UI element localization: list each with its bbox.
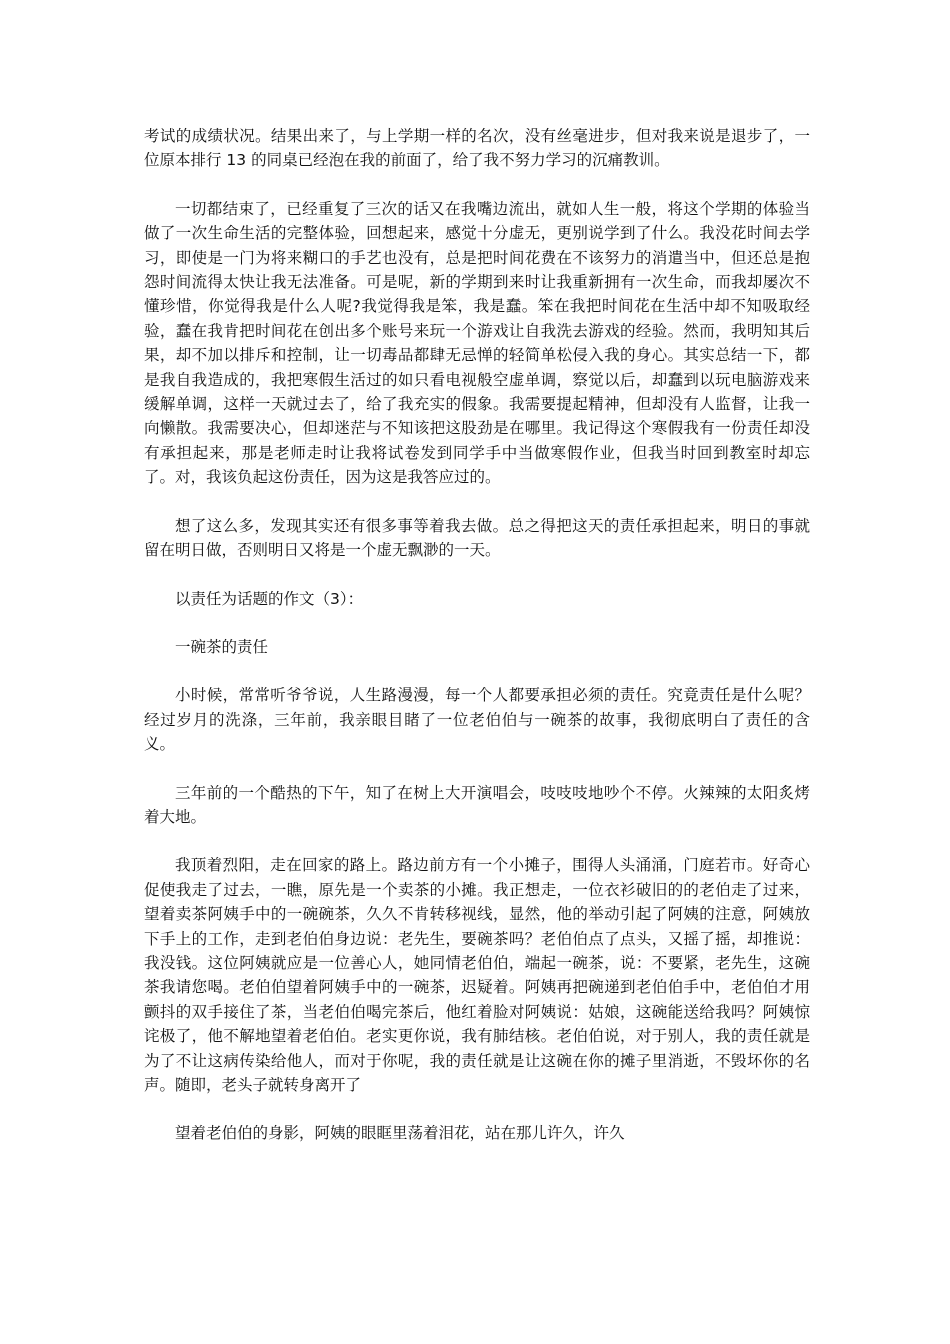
paragraph-reflection: 一切都结束了，已经重复了三次的话又在我嘴边流出，就如人生一般，将这个学期的体验当做了一次生命生活的完整体验，回想起来，感觉十分虚无，更别说学到了什么。我没花时间去学习，即使是一门为将来糊口的手艺也没有，总是把时间花费在不该努力的消遣当中，但还总是抱怨时间流得太快让我无法准备。可是呢，新的学期到来时让我重新拥有一次生命，而我却屡次不懂珍惜，你觉得我是什么人呢?我觉得我是笨，我是蠢。笨在我把时间花在生活中却不知吸取经验，蠢在我肯把时间花在创出多个账号来玩一个游戏让自我洗去游戏的经验。然而，我明知其后果，却不加以排斥和控制，让一切毒品都肆无忌惮的轻简单松侵入我的身心。其实总结一下，都是我自我造成的，我把寒假生活过的如只看电视般空虚单调，察觉以后，却蠢到以玩电脑游戏来缓解单调，这样一天就过去了，给了我充实的假象。我需要提起精神，但却没有人监督，让我一向懒散。我需要决心，但却迷茫与不知该把这股劲是在哪里。我记得这个寒假我有一份责任却没有承担起来，那是老师走时让我将试卷发到同学手中当做寒假作业，但我当时回到教室时却忘了。对，我该负起这份责任，因为这是我答应过的。 <box>144 199 810 487</box>
paragraph-exam-result: 考试的成绩状况。结果出来了，与上学期一样的名次，没有丝毫进步，但对我来说是退步了，一位原本排行 13 的同桌已经泡在我的前面了，给了我不努力学习的沉痛教训。 <box>144 127 810 170</box>
essay-title: 一碗茶的责任 <box>175 637 269 656</box>
paragraph-intro: 小时候，常常听爷爷说，人生路漫漫，每一个人都要承担必须的责任。究竟责任是什么呢？经过岁月的洗涤，三年前，我亲眼目睹了一位老伯伯与一碗茶的故事，我彻底明白了责任的含义。 <box>144 686 810 754</box>
document-body <box>144 124 810 1146</box>
paragraph-story: 我顶着烈阳，走在回家的路上。路边前方有一个小摊子，围得人头涌涌，门庭若市。好奇心促使我走了过去，一瞧，原先是一个卖茶的小摊。我正想走，一位衣衫破旧的的老伯走了过来，望着卖茶阿姨手中的一碗碗茶，久久不肯转移视线，显然，他的举动引起了阿姨的注意，阿姨放下手上的工作，走到老伯伯身边说：老先生，要碗茶吗？老伯伯点了点头，又摇了摇，却推说：我没钱。这位阿姨就应是一位善心人，她同情老伯伯，端起一碗茶，说：不要紧，老先生，这碗茶我请您喝。老伯伯望着阿姨手中的一碗茶，迟疑着。阿姨再把碗递到老伯伯手中，老伯伯才用颤抖的双手接住了茶，当老伯伯喝完茶后，他红着脸对阿姨说：姑娘，这碗能送给我吗？阿姨惊诧极了，他不解地望着老伯伯。老实更你说，我有肺结核。老伯伯说，对于别人，我的责任就是为了不让这病传染给他人，而对于你呢，我的责任就是让这碗在你的摊子里消逝，不毁坏你的名声。随即，老头子就转身离开了 <box>144 856 810 1094</box>
paragraph-ending: 望着老伯伯的身影，阿姨的眼眶里荡着泪花，站在那儿许久，许久 <box>175 1124 625 1143</box>
paragraph-scene: 三年前的一个酷热的下午，知了在树上大开演唱会，吱吱吱地吵个不停。火辣辣的太阳炙烤着大地。 <box>144 783 810 826</box>
paragraph-conclusion: 想了这么多，发现其实还有很多事等着我去做。总之得把这天的责任承担起来，明日的事就留在明日做，否则明日又将是一个虚无飘渺的一天。 <box>144 516 810 560</box>
essay-section-title: 以责任为话题的作文（3）： <box>175 589 364 608</box>
